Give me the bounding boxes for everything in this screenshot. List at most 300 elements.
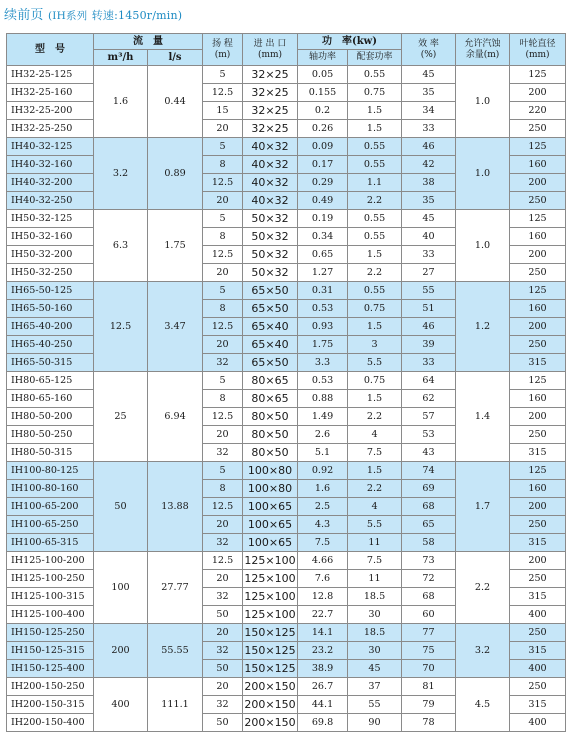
model-cell: IH80-65-125	[7, 372, 94, 390]
efficiency-cell: 64	[402, 372, 456, 390]
head-cell: 20	[203, 264, 243, 282]
motor-power-cell: 11	[348, 534, 402, 552]
shaft-power-cell: 23.2	[298, 642, 348, 660]
npsh-cell: 2.2	[456, 552, 510, 624]
impeller-cell: 200	[510, 498, 566, 516]
motor-power-cell: 1.1	[348, 174, 402, 192]
shaft-power-cell: 7.5	[298, 534, 348, 552]
title-series: (IH系列	[47, 10, 88, 22]
model-cell: IH40-32-160	[7, 156, 94, 174]
impeller-cell: 250	[510, 624, 566, 642]
table-body	[7, 66, 566, 732]
port-cell: 65×50	[243, 282, 298, 300]
efficiency-cell: 81	[402, 678, 456, 696]
title-speed: 转速:1450r/min)	[91, 9, 183, 22]
model-cell: IH150-125-250	[7, 624, 94, 642]
model-cell: IH100-65-200	[7, 498, 94, 516]
model-cell: IH32-25-200	[7, 102, 94, 120]
header-port-label: 进 出 口	[253, 38, 287, 49]
efficiency-cell: 35	[402, 84, 456, 102]
efficiency-cell: 33	[402, 120, 456, 138]
efficiency-cell: 33	[402, 354, 456, 372]
impeller-cell: 250	[510, 336, 566, 354]
port-cell: 32×25	[243, 120, 298, 138]
efficiency-cell: 46	[402, 138, 456, 156]
motor-power-cell: 5.5	[348, 354, 402, 372]
impeller-cell: 200	[510, 84, 566, 102]
shaft-power-cell: 2.5	[298, 498, 348, 516]
header-impeller	[510, 34, 566, 66]
model-cell: IH32-25-160	[7, 84, 94, 102]
flow-m3h-cell: 25	[94, 372, 148, 462]
table-row	[7, 678, 566, 696]
shaft-power-cell: 1.27	[298, 264, 348, 282]
table-row	[7, 462, 566, 480]
efficiency-cell: 27	[402, 264, 456, 282]
shaft-power-cell: 0.29	[298, 174, 348, 192]
motor-power-cell: 0.75	[348, 300, 402, 318]
shaft-power-cell: 1.75	[298, 336, 348, 354]
head-cell: 32	[203, 444, 243, 462]
model-cell: IH32-25-125	[7, 66, 94, 84]
motor-power-cell: 37	[348, 678, 402, 696]
head-cell: 5	[203, 66, 243, 84]
impeller-cell: 125	[510, 66, 566, 84]
port-cell: 150×125	[243, 660, 298, 678]
model-cell: IH80-50-250	[7, 426, 94, 444]
head-cell: 20	[203, 570, 243, 588]
flow-ls-cell: 111.1	[148, 678, 203, 732]
motor-power-cell: 0.55	[348, 228, 402, 246]
shaft-power-cell: 0.53	[298, 372, 348, 390]
head-cell: 12.5	[203, 246, 243, 264]
flow-ls-cell: 3.47	[148, 282, 203, 372]
impeller-cell: 250	[510, 516, 566, 534]
shaft-power-cell: 2.6	[298, 426, 348, 444]
impeller-cell: 200	[510, 318, 566, 336]
head-cell: 32	[203, 642, 243, 660]
shaft-power-cell: 4.66	[298, 552, 348, 570]
head-cell: 12.5	[203, 408, 243, 426]
table-row	[7, 552, 566, 570]
header-npsh	[456, 34, 510, 66]
header-port-unit: (mm)	[257, 49, 283, 60]
efficiency-cell: 68	[402, 498, 456, 516]
npsh-cell: 3.2	[456, 624, 510, 678]
model-cell: IH100-80-125	[7, 462, 94, 480]
title-main: 续前页	[4, 8, 44, 23]
motor-power-cell: 1.5	[348, 390, 402, 408]
shaft-power-cell: 44.1	[298, 696, 348, 714]
shaft-power-cell: 1.49	[298, 408, 348, 426]
model-cell: IH80-65-160	[7, 390, 94, 408]
efficiency-cell: 75	[402, 642, 456, 660]
motor-power-cell: 1.5	[348, 462, 402, 480]
port-cell: 100×65	[243, 516, 298, 534]
port-cell: 50×32	[243, 264, 298, 282]
header-head-unit: (m)	[214, 49, 231, 60]
motor-power-cell: 90	[348, 714, 402, 732]
motor-power-cell: 30	[348, 606, 402, 624]
npsh-cell: 1.2	[456, 282, 510, 372]
shaft-power-cell: 69.8	[298, 714, 348, 732]
motor-power-cell: 0.75	[348, 84, 402, 102]
port-cell: 125×100	[243, 588, 298, 606]
flow-ls-cell: 0.89	[148, 138, 203, 210]
model-cell: IH50-32-125	[7, 210, 94, 228]
shaft-power-cell: 12.8	[298, 588, 348, 606]
shaft-power-cell: 0.53	[298, 300, 348, 318]
header-motor-power: 配套功率	[348, 50, 402, 66]
pump-spec-table	[6, 33, 566, 732]
header-npsh-unit: 余量(m)	[465, 49, 500, 60]
impeller-cell: 400	[510, 660, 566, 678]
shaft-power-cell: 0.92	[298, 462, 348, 480]
port-cell: 40×32	[243, 174, 298, 192]
motor-power-cell: 2.2	[348, 408, 402, 426]
impeller-cell: 400	[510, 606, 566, 624]
motor-power-cell: 1.5	[348, 318, 402, 336]
port-cell: 80×65	[243, 390, 298, 408]
motor-power-cell: 1.5	[348, 120, 402, 138]
efficiency-cell: 33	[402, 246, 456, 264]
head-cell: 8	[203, 228, 243, 246]
shaft-power-cell: 4.3	[298, 516, 348, 534]
head-cell: 5	[203, 138, 243, 156]
head-cell: 32	[203, 588, 243, 606]
flow-ls-cell: 1.75	[148, 210, 203, 282]
shaft-power-cell: 0.2	[298, 102, 348, 120]
efficiency-cell: 38	[402, 174, 456, 192]
table-row	[7, 282, 566, 300]
port-cell: 65×40	[243, 336, 298, 354]
efficiency-cell: 51	[402, 300, 456, 318]
head-cell: 12.5	[203, 552, 243, 570]
impeller-cell: 160	[510, 480, 566, 498]
efficiency-cell: 77	[402, 624, 456, 642]
head-cell: 5	[203, 282, 243, 300]
motor-power-cell: 45	[348, 660, 402, 678]
efficiency-cell: 39	[402, 336, 456, 354]
efficiency-cell: 34	[402, 102, 456, 120]
port-cell: 100×80	[243, 462, 298, 480]
model-cell: IH150-125-400	[7, 660, 94, 678]
header-port	[243, 34, 298, 66]
shaft-power-cell: 0.49	[298, 192, 348, 210]
port-cell: 40×32	[243, 192, 298, 210]
impeller-cell: 125	[510, 282, 566, 300]
head-cell: 20	[203, 516, 243, 534]
impeller-cell: 125	[510, 372, 566, 390]
shaft-power-cell: 26.7	[298, 678, 348, 696]
flow-ls-cell: 6.94	[148, 372, 203, 462]
model-cell: IH65-40-200	[7, 318, 94, 336]
model-cell: IH125-100-400	[7, 606, 94, 624]
head-cell: 5	[203, 210, 243, 228]
model-cell: IH65-50-125	[7, 282, 94, 300]
motor-power-cell: 55	[348, 696, 402, 714]
head-cell: 15	[203, 102, 243, 120]
motor-power-cell: 18.5	[348, 588, 402, 606]
port-cell: 100×80	[243, 480, 298, 498]
port-cell: 125×100	[243, 570, 298, 588]
model-cell: IH200-150-400	[7, 714, 94, 732]
impeller-cell: 160	[510, 390, 566, 408]
impeller-cell: 125	[510, 462, 566, 480]
head-cell: 12.5	[203, 174, 243, 192]
port-cell: 65×50	[243, 354, 298, 372]
port-cell: 40×32	[243, 156, 298, 174]
head-cell: 32	[203, 696, 243, 714]
efficiency-cell: 69	[402, 480, 456, 498]
header-shaft-power: 轴功率	[298, 50, 348, 66]
motor-power-cell: 0.55	[348, 156, 402, 174]
head-cell: 8	[203, 300, 243, 318]
port-cell: 32×25	[243, 66, 298, 84]
impeller-cell: 125	[510, 210, 566, 228]
shaft-power-cell: 38.9	[298, 660, 348, 678]
impeller-cell: 315	[510, 696, 566, 714]
flow-ls-cell: 0.44	[148, 66, 203, 138]
motor-power-cell: 1.5	[348, 102, 402, 120]
impeller-cell: 200	[510, 174, 566, 192]
impeller-cell: 315	[510, 354, 566, 372]
port-cell: 200×150	[243, 714, 298, 732]
impeller-cell: 160	[510, 300, 566, 318]
npsh-cell: 4.5	[456, 678, 510, 732]
impeller-cell: 200	[510, 552, 566, 570]
npsh-cell: 1.0	[456, 66, 510, 138]
shaft-power-cell: 0.17	[298, 156, 348, 174]
table-row	[7, 66, 566, 84]
npsh-cell: 1.0	[456, 138, 510, 210]
flow-m3h-cell: 200	[94, 624, 148, 678]
port-cell: 200×150	[243, 678, 298, 696]
shaft-power-cell: 22.7	[298, 606, 348, 624]
efficiency-cell: 40	[402, 228, 456, 246]
flow-m3h-cell: 6.3	[94, 210, 148, 282]
flow-m3h-cell: 50	[94, 462, 148, 552]
page-bottom-margin	[0, 732, 582, 745]
port-cell: 200×150	[243, 696, 298, 714]
port-cell: 125×100	[243, 552, 298, 570]
port-cell: 150×125	[243, 624, 298, 642]
flow-m3h-cell: 3.2	[94, 138, 148, 210]
header-head	[203, 34, 243, 66]
impeller-cell: 125	[510, 138, 566, 156]
impeller-cell: 250	[510, 192, 566, 210]
model-cell: IH65-50-315	[7, 354, 94, 372]
port-cell: 32×25	[243, 102, 298, 120]
shaft-power-cell: 0.09	[298, 138, 348, 156]
head-cell: 20	[203, 426, 243, 444]
header-efficiency-unit: (%)	[420, 49, 437, 60]
motor-power-cell: 4	[348, 498, 402, 516]
header-head-label: 扬 程	[212, 38, 233, 49]
head-cell: 50	[203, 606, 243, 624]
shaft-power-cell: 0.93	[298, 318, 348, 336]
model-cell: IH65-50-160	[7, 300, 94, 318]
header-power: 功 率(kw)	[298, 34, 402, 50]
model-cell: IH200-150-315	[7, 696, 94, 714]
head-cell: 20	[203, 678, 243, 696]
impeller-cell: 200	[510, 246, 566, 264]
shaft-power-cell: 7.6	[298, 570, 348, 588]
head-cell: 8	[203, 480, 243, 498]
impeller-cell: 250	[510, 426, 566, 444]
head-cell: 20	[203, 624, 243, 642]
impeller-cell: 315	[510, 444, 566, 462]
efficiency-cell: 53	[402, 426, 456, 444]
header-efficiency-label: 效 率	[418, 38, 439, 49]
flow-ls-cell: 55.55	[148, 624, 203, 678]
shaft-power-cell: 1.6	[298, 480, 348, 498]
header-impeller-unit: (mm)	[525, 49, 550, 60]
efficiency-cell: 45	[402, 210, 456, 228]
efficiency-cell: 79	[402, 696, 456, 714]
head-cell: 12.5	[203, 318, 243, 336]
port-cell: 50×32	[243, 228, 298, 246]
model-cell: IH80-50-200	[7, 408, 94, 426]
impeller-cell: 400	[510, 714, 566, 732]
efficiency-cell: 43	[402, 444, 456, 462]
motor-power-cell: 2.2	[348, 480, 402, 498]
port-cell: 100×65	[243, 498, 298, 516]
model-cell: IH125-100-200	[7, 552, 94, 570]
model-cell: IH100-65-315	[7, 534, 94, 552]
shaft-power-cell: 0.05	[298, 66, 348, 84]
efficiency-cell: 70	[402, 660, 456, 678]
npsh-cell: 1.4	[456, 372, 510, 462]
model-cell: IH40-32-250	[7, 192, 94, 210]
head-cell: 8	[203, 390, 243, 408]
impeller-cell: 200	[510, 408, 566, 426]
shaft-power-cell: 0.26	[298, 120, 348, 138]
port-cell: 100×65	[243, 534, 298, 552]
motor-power-cell: 3	[348, 336, 402, 354]
motor-power-cell: 18.5	[348, 624, 402, 642]
model-cell: IH125-100-250	[7, 570, 94, 588]
motor-power-cell: 0.55	[348, 66, 402, 84]
efficiency-cell: 35	[402, 192, 456, 210]
efficiency-cell: 74	[402, 462, 456, 480]
impeller-cell: 250	[510, 120, 566, 138]
head-cell: 5	[203, 462, 243, 480]
motor-power-cell: 7.5	[348, 552, 402, 570]
impeller-cell: 315	[510, 642, 566, 660]
efficiency-cell: 73	[402, 552, 456, 570]
flow-ls-cell: 27.77	[148, 552, 203, 624]
header-efficiency	[402, 34, 456, 66]
impeller-cell: 160	[510, 228, 566, 246]
port-cell: 50×32	[243, 210, 298, 228]
impeller-cell: 250	[510, 678, 566, 696]
model-cell: IH150-125-315	[7, 642, 94, 660]
motor-power-cell: 0.55	[348, 282, 402, 300]
shaft-power-cell: 0.65	[298, 246, 348, 264]
efficiency-cell: 42	[402, 156, 456, 174]
page-title	[4, 4, 182, 23]
port-cell: 80×50	[243, 408, 298, 426]
impeller-cell: 160	[510, 156, 566, 174]
efficiency-cell: 68	[402, 588, 456, 606]
port-cell: 80×50	[243, 444, 298, 462]
model-cell: IH200-150-250	[7, 678, 94, 696]
flow-m3h-cell: 1.6	[94, 66, 148, 138]
flow-m3h-cell: 12.5	[94, 282, 148, 372]
port-cell: 40×32	[243, 138, 298, 156]
head-cell: 12.5	[203, 84, 243, 102]
model-cell: IH50-32-250	[7, 264, 94, 282]
flow-m3h-cell: 400	[94, 678, 148, 732]
model-cell: IH125-100-315	[7, 588, 94, 606]
efficiency-cell: 58	[402, 534, 456, 552]
efficiency-cell: 60	[402, 606, 456, 624]
motor-power-cell: 0.75	[348, 372, 402, 390]
head-cell: 50	[203, 714, 243, 732]
motor-power-cell: 7.5	[348, 444, 402, 462]
impeller-cell: 315	[510, 534, 566, 552]
motor-power-cell: 1.5	[348, 246, 402, 264]
efficiency-cell: 65	[402, 516, 456, 534]
impeller-cell: 250	[510, 264, 566, 282]
efficiency-cell: 57	[402, 408, 456, 426]
efficiency-cell: 62	[402, 390, 456, 408]
motor-power-cell: 0.55	[348, 210, 402, 228]
impeller-cell: 315	[510, 588, 566, 606]
head-cell: 20	[203, 336, 243, 354]
shaft-power-cell: 14.1	[298, 624, 348, 642]
model-cell: IH80-50-315	[7, 444, 94, 462]
model-cell: IH100-80-160	[7, 480, 94, 498]
port-cell: 125×100	[243, 606, 298, 624]
efficiency-cell: 72	[402, 570, 456, 588]
port-cell: 65×40	[243, 318, 298, 336]
shaft-power-cell: 0.34	[298, 228, 348, 246]
head-cell: 20	[203, 120, 243, 138]
port-cell: 65×50	[243, 300, 298, 318]
header-impeller-label: 叶轮直径	[519, 38, 556, 49]
flow-m3h-cell: 100	[94, 552, 148, 624]
efficiency-cell: 45	[402, 66, 456, 84]
efficiency-cell: 55	[402, 282, 456, 300]
head-cell: 32	[203, 354, 243, 372]
model-cell: IH100-65-250	[7, 516, 94, 534]
model-cell: IH50-32-200	[7, 246, 94, 264]
npsh-cell: 1.7	[456, 462, 510, 552]
model-cell: IH40-32-200	[7, 174, 94, 192]
header-model: 型 号	[7, 34, 94, 66]
flow-ls-cell: 13.88	[148, 462, 203, 552]
motor-power-cell: 11	[348, 570, 402, 588]
motor-power-cell: 2.2	[348, 192, 402, 210]
motor-power-cell: 30	[348, 642, 402, 660]
header-flow: 流 量	[94, 34, 203, 50]
shaft-power-cell: 0.155	[298, 84, 348, 102]
table-row	[7, 138, 566, 156]
table-row	[7, 624, 566, 642]
port-cell: 150×125	[243, 642, 298, 660]
header-npsh-label: 允许汽蚀	[464, 38, 501, 49]
npsh-cell: 1.0	[456, 210, 510, 282]
port-cell: 80×50	[243, 426, 298, 444]
head-cell: 32	[203, 534, 243, 552]
port-cell: 32×25	[243, 84, 298, 102]
head-cell: 8	[203, 156, 243, 174]
port-cell: 80×65	[243, 372, 298, 390]
motor-power-cell: 2.2	[348, 264, 402, 282]
head-cell: 50	[203, 660, 243, 678]
